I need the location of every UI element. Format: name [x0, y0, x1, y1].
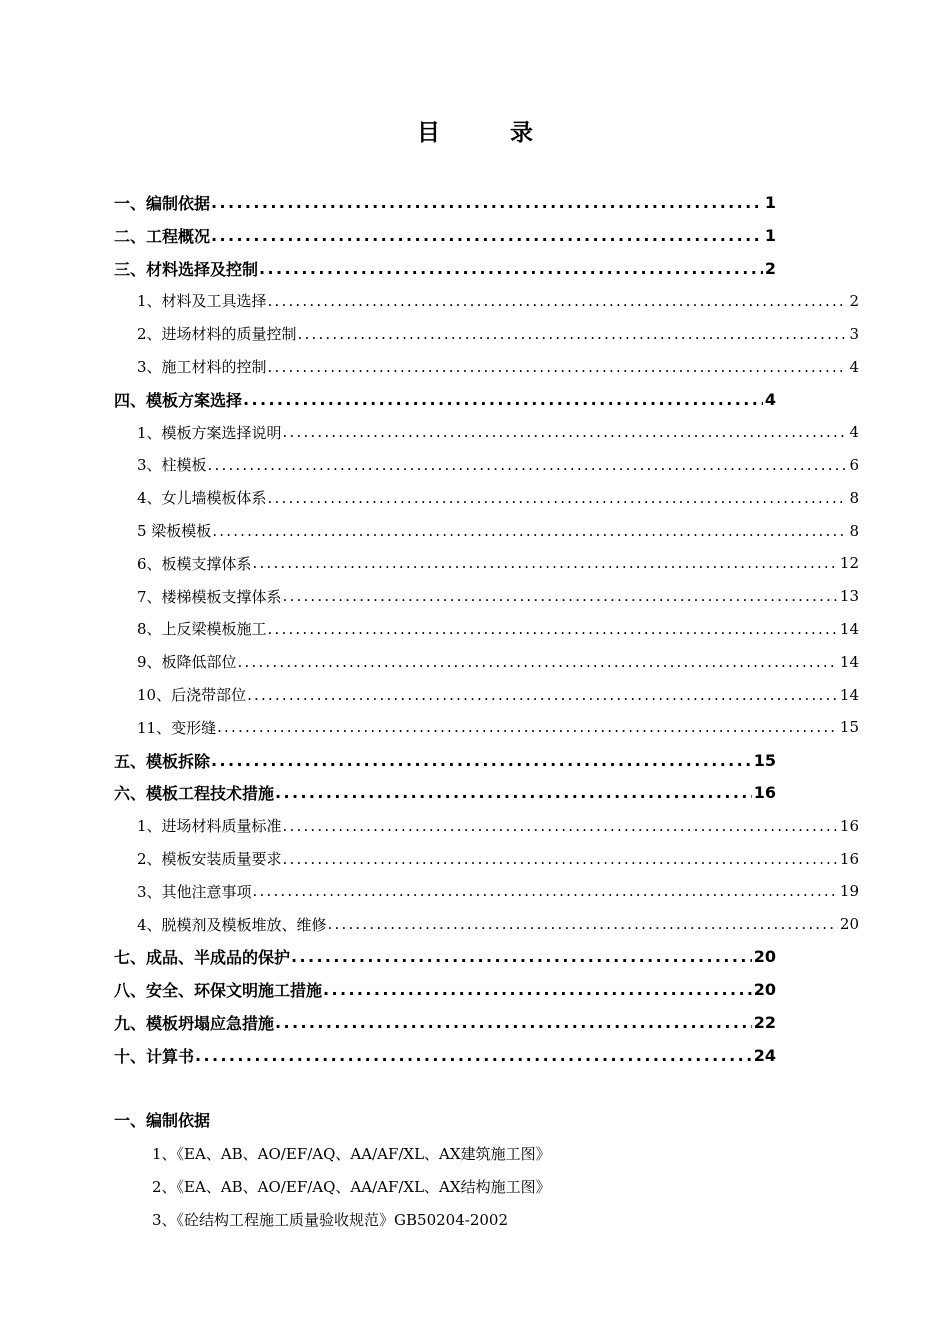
toc-dot-leader [258, 259, 763, 278]
toc-entry-text: 4、脱模剂及模板堆放、维修 [137, 915, 327, 934]
toc-dot-leader [210, 193, 763, 212]
toc-page-number: 15 [839, 718, 859, 737]
toc-title-right: 录 [510, 120, 533, 146]
toc-entry-chapter[interactable] [114, 940, 776, 973]
toc-page-number: 16 [753, 783, 776, 803]
toc-entry-text: 四、模板方案选择 [114, 390, 243, 410]
toc-entry-text: 8、上反梁模板施工 [137, 620, 267, 639]
toc-entry-text: 4、女儿墙模板体系 [137, 489, 267, 508]
toc-entry-text: 三、材料选择及控制 [114, 259, 259, 279]
toc-entry-section[interactable] [137, 678, 859, 711]
toc-title-left: 目 [417, 120, 440, 146]
toc-dot-leader [267, 292, 848, 310]
toc-entry-text: 5 梁板模板 [137, 522, 212, 540]
toc-page-number: 22 [753, 1013, 776, 1032]
toc-entry-text: 六、模板工程技术措施 [114, 784, 275, 804]
toc-dot-leader [216, 718, 838, 736]
toc-page-number: 16 [839, 816, 859, 835]
toc-page-number: 6 [849, 455, 859, 474]
toc-page-number: 24 [753, 1045, 776, 1065]
toc-entry-section[interactable] [137, 416, 859, 449]
toc-entry-section[interactable] [137, 711, 859, 744]
toc-entry-section[interactable] [137, 612, 859, 645]
toc-entry-text: 10、后浇带部位 [137, 686, 247, 704]
toc-page-number: 20 [839, 915, 859, 934]
toc-dot-leader [267, 358, 848, 376]
basis-item: 2、《EA、AB、AO/EF/AQ、AA/AF/XL、AX结构施工图》 [152, 1178, 551, 1196]
toc-entry-text: 7、楼梯模板支撑体系 [137, 587, 282, 606]
toc-dot-leader [267, 489, 848, 507]
toc-page-number: 4 [849, 423, 859, 442]
section-heading: 一、编制依据 [114, 1111, 211, 1130]
toc-dot-leader [211, 522, 847, 540]
toc-entry-text: 9、板降低部位 [137, 653, 237, 672]
toc-dot-leader [297, 325, 848, 343]
toc-page-number: 19 [839, 882, 859, 901]
toc-dot-leader [237, 653, 838, 671]
toc-entry-section[interactable] [137, 580, 859, 613]
toc-page-number: 1 [764, 193, 776, 212]
toc-entry-section[interactable] [137, 284, 859, 317]
toc-entry-chapter[interactable] [114, 1006, 776, 1039]
toc-entry-section[interactable] [137, 317, 859, 350]
toc-dot-leader [252, 882, 838, 900]
toc-page-number: 15 [753, 750, 776, 770]
toc-page-number: 13 [839, 587, 859, 606]
toc-page-number: 14 [839, 619, 859, 638]
toc-entry-chapter[interactable] [114, 1039, 776, 1072]
toc-page-number: 4 [849, 357, 859, 376]
toc-page-number: 2 [849, 291, 859, 310]
toc-entry-section[interactable] [137, 908, 859, 941]
toc-page-number: 8 [849, 488, 859, 507]
toc-entry-text: 1、材料及工具选择 [137, 292, 267, 311]
toc-page-number: 20 [753, 980, 776, 1000]
toc-entry-section[interactable] [137, 448, 859, 481]
toc-entry-chapter[interactable] [114, 383, 776, 416]
toc-dot-leader [207, 456, 848, 474]
toc-entry-section[interactable] [137, 809, 859, 842]
toc-dot-leader [327, 915, 838, 933]
toc-entry-text: 十、计算书 [114, 1046, 195, 1066]
toc-page-number: 8 [849, 521, 859, 540]
toc-entry-section[interactable] [137, 842, 859, 875]
toc-entry-text: 七、成品、半成品的保护 [114, 948, 291, 968]
toc-page-number: 14 [839, 652, 859, 671]
toc-dot-leader [282, 850, 838, 868]
toc-page-number: 14 [839, 685, 859, 704]
toc-dot-leader [322, 980, 752, 999]
toc-entry-text: 九、模板坍塌应急措施 [114, 1014, 275, 1033]
toc-dot-leader [274, 1013, 752, 1032]
toc-entry-section[interactable] [137, 875, 859, 908]
toc-entry-chapter[interactable] [114, 186, 776, 219]
toc-dot-leader [242, 390, 763, 409]
toc-dot-leader [274, 783, 752, 802]
toc-entry-section[interactable] [137, 350, 859, 383]
toc-page-number: 16 [839, 849, 859, 868]
toc-dot-leader [210, 751, 752, 770]
toc-entry-text: 1、进场材料质量标准 [137, 817, 282, 836]
toc-entry-text: 2、模板安装质量要求 [137, 850, 282, 868]
toc-entry-chapter[interactable] [114, 776, 776, 809]
toc-entry-text: 6、板模支撑体系 [137, 554, 252, 573]
basis-item: 3、《砼结构工程施工质量验收规范》GB50204-2002 [152, 1211, 509, 1229]
toc-entry-text: 11、变形缝 [137, 718, 217, 737]
toc-page-number: 4 [764, 389, 776, 409]
toc-dot-leader [252, 554, 838, 572]
toc-entry-text: 1、模板方案选择说明 [137, 423, 282, 442]
toc-dot-leader [194, 1046, 752, 1065]
toc-title [0, 114, 950, 147]
toc-entry-text: 五、模板拆除 [114, 751, 211, 771]
toc-entry-text: 二、工程概况 [114, 226, 211, 246]
basis-item: 1、《EA、AB、AO/EF/AQ、AA/AF/XL、AX建筑施工图》 [152, 1145, 551, 1163]
toc-entry-text: 3、施工材料的控制 [137, 358, 267, 376]
toc-entry-section[interactable] [137, 514, 859, 547]
toc-dot-leader [290, 947, 752, 966]
toc-entry-text: 2、进场材料的质量控制 [137, 325, 297, 344]
toc-entry-text: 一、编制依据 [114, 194, 211, 213]
toc-dot-leader [210, 226, 763, 245]
toc-entry-section[interactable] [137, 645, 859, 678]
toc-dot-leader [246, 686, 838, 704]
toc-entry-chapter[interactable] [114, 219, 776, 252]
toc-dot-leader [282, 587, 838, 605]
toc-page-number: 20 [753, 947, 776, 967]
toc-entry-chapter[interactable] [114, 744, 776, 777]
toc-page-number: 2 [764, 258, 776, 278]
toc-page-number: 3 [849, 324, 859, 343]
toc-entry-chapter[interactable] [114, 252, 776, 285]
toc-page-number: 12 [839, 554, 859, 573]
toc-dot-leader [267, 620, 838, 638]
toc-entry-text: 八、安全、环保文明施工措施 [114, 981, 323, 1001]
toc-entry-text: 3、柱模板 [137, 456, 207, 475]
toc-dot-leader [282, 817, 838, 835]
toc-entry-chapter[interactable] [114, 973, 776, 1006]
toc-entry-section[interactable] [137, 481, 859, 514]
toc-dot-leader [282, 423, 848, 441]
toc-entry-text: 3、其他注意事项 [137, 882, 252, 901]
toc-entry-section[interactable] [137, 547, 859, 580]
toc-page-number: 1 [764, 225, 776, 245]
